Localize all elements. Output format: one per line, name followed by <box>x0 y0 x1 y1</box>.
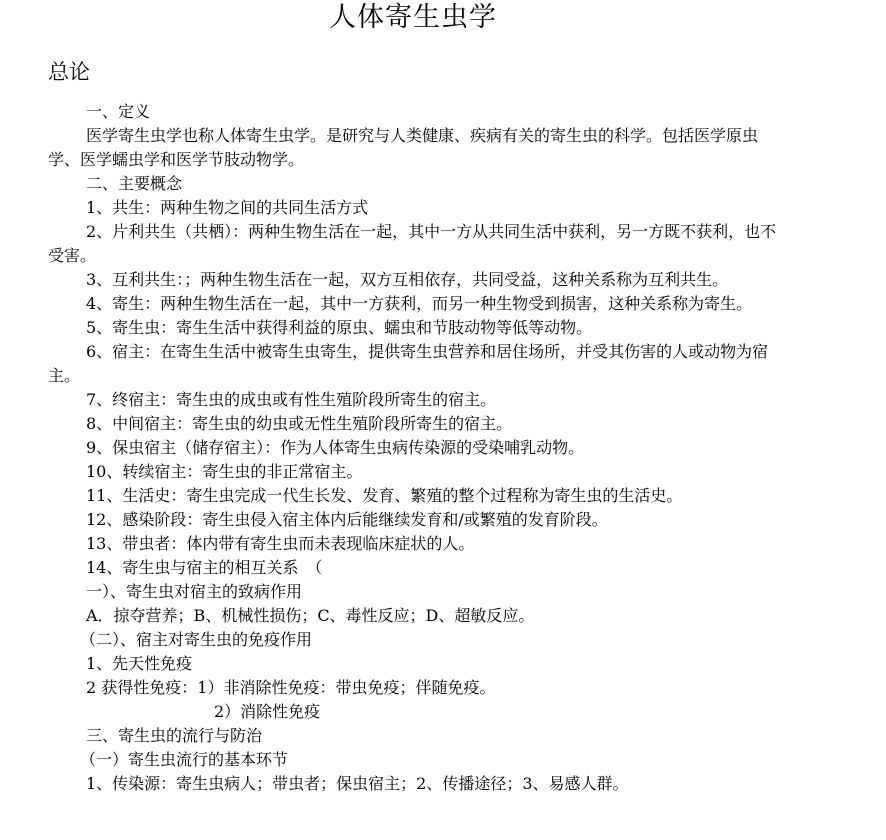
concept-item: 14、寄生虫与宿主的相互关系 （ <box>86 558 323 577</box>
subheading-host-immunity: （二）、宿主对寄生虫的免疫作用 <box>80 630 313 649</box>
concept-item: 5、寄生虫：寄生生活中获得利益的原虫、蠕虫和节肢动物等低等动物。 <box>86 318 593 337</box>
list-item: 1、传染源：寄生虫病人；带虫者；保虫宿主；2、传播途径；3、易感人群。 <box>86 774 629 793</box>
heading-main-concepts: 二、主要概念 <box>86 174 183 193</box>
concept-item: 12、感染阶段：寄生虫侵入宿主体内后能继续发育和/或繁殖的发育阶段。 <box>86 510 608 529</box>
subheading-pathogenic-effect: 一）、寄生虫对宿主的致病作用 <box>86 582 303 601</box>
document-body <box>48 100 778 796</box>
paragraph-definition: 医学寄生虫学也称人体寄生虫学。是研究与人类健康、疾病有关的寄生虫的科学。包括医学原虫学、医学蠕虫学和医学节肢动物学。 <box>48 126 759 169</box>
concept-item: 7、终宿主：寄生虫的成虫或有性生殖阶段所寄生的宿主。 <box>86 390 497 409</box>
concept-item: 13、带虫者：体内带有寄生虫而未表现临床症状的人。 <box>86 534 475 553</box>
concept-item: 4、寄生：两种生物生活在一起，其中一方获利，而另一种生物受到损害，这种关系称为寄生。 <box>86 294 753 313</box>
heading-definition: 一、定义 <box>86 102 151 121</box>
concept-item: 2、片利共生（共栖）：两种生物生活在一起，其中一方从共同生活中获利，另一方既不获利，也不受害。 <box>48 222 777 265</box>
concept-item: 9、保虫宿主（储存宿主）：作为人体寄生虫病传染源的受染哺乳动物。 <box>86 438 585 457</box>
section-heading: 总论 <box>48 60 90 84</box>
heading-epidemiology: 三、寄生虫的流行与防治 <box>86 726 263 745</box>
concept-item: 3、互利共生：；两种生物生活在一起，双方互相依存，共同受益，这种关系称为互利共生。 <box>86 270 729 289</box>
concept-item: 11、生活史：寄生虫完成一代生长发、发育、繁殖的整个过程称为寄生虫的生活史。 <box>86 486 683 505</box>
document-title: 人体寄生虫学 <box>329 2 497 33</box>
subheading-basic-links: （一）寄生虫流行的基本环节 <box>80 750 289 769</box>
list-item: 1、先天性免疫 <box>86 654 193 673</box>
concept-item: 10、转续宿主：寄生虫的非正常宿主。 <box>86 462 363 481</box>
list-item: 2 获得性免疫：1）非消除性免疫：带虫免疫；伴随免疫。 <box>86 678 496 697</box>
list-item: 2）消除性免疫 <box>214 702 321 721</box>
list-item: A．掠夺营养；B、机械性损伤；C、毒性反应；D、超敏反应。 <box>86 606 535 625</box>
concept-item: 8、中间宿主：寄生虫的幼虫或无性生殖阶段所寄生的宿主。 <box>86 414 513 433</box>
concept-item: 6、宿主：在寄生生活中被寄生虫寄生，提供寄生虫营养和居住场所，并受其伤害的人或动物为宿主。 <box>48 342 769 385</box>
concept-item: 1、共生：两种生物之间的共同生活方式 <box>86 198 369 217</box>
